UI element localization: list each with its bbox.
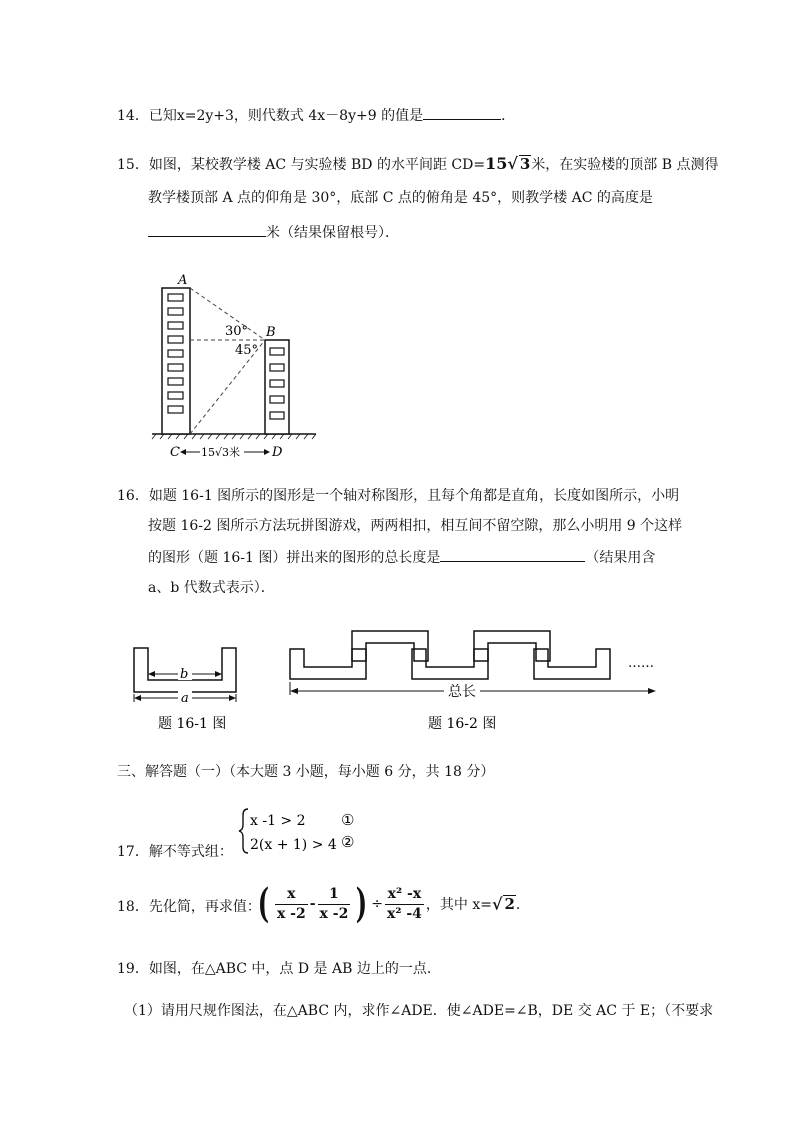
q18-minus: - (309, 896, 316, 912)
label-a: A (178, 273, 188, 288)
q16-line3 (148, 547, 655, 568)
fig2-caption: 题 16-2 图 (428, 716, 497, 732)
q18-end: ． (515, 897, 530, 913)
q18-expression: ( $\frac{x}{x -2}$ - $\frac{1}{x -2}$ ) ÷ $\frac{\text{x² -x}}{\text{x² -4}}$ ，其中 x=√ 2． (257, 880, 530, 927)
q15-building-figure (148, 268, 323, 463)
q18-label (117, 897, 261, 917)
q18-text: 先化简，再求值： (148, 899, 261, 915)
fig2-total-label: 总长 (448, 684, 476, 700)
q15-cd-coef: 15 (485, 154, 508, 173)
q18-f1-den: x -2 (276, 905, 306, 922)
q16-number: 16． (117, 488, 149, 504)
q16-line1-text: 如题 16-1 图所示的图形是一个轴对称图形，且每个角都是直角，长度如图所示，小明 (148, 488, 680, 504)
q19-sub1: （1）请用尺规作图法，在△ABC 内，求作∠ADE．使∠ADE=∠B，DE 交 AC 于 E；（不要求 (124, 1003, 714, 1019)
q16-line3-a: 的图形（题 16-1 图）拼出来的图形的总长度是 (148, 550, 441, 566)
q14-end: ． (501, 108, 516, 124)
q15-line3 (148, 222, 399, 243)
q15-line1-b: 米，在实验楼的顶部 B 点测得 (531, 157, 719, 173)
q18-div: ÷ (371, 896, 383, 912)
q18-f3-num: x² -x (385, 885, 424, 905)
q19 (117, 959, 441, 979)
fig1-label-a: a (181, 691, 189, 706)
q18-f2-num: 1 (318, 885, 351, 905)
q18-tail: ，其中 x= (425, 897, 492, 913)
label-c: C (170, 445, 180, 460)
fig-16-2 (282, 625, 667, 735)
q15-line3-text: 米（结果保留根号）． (266, 225, 399, 241)
q16-line1 (117, 486, 679, 506)
q15-line1-a: 如图，某校教学楼 AC 与实验楼 BD 的水平间距 CD= (148, 157, 486, 173)
q16-line4: a、b 代数式表示）． (148, 580, 275, 596)
q17-mark2: ② (341, 833, 355, 851)
label-distance: 15√3米 (201, 446, 241, 459)
q17-inequality-system (238, 806, 368, 856)
q15-line2: 教学楼顶部 A 点的仰角是 30°，底部 C 点的俯角是 45°，则教学楼 AC 的高度是 (148, 190, 653, 206)
q16-line2: 按题 16-2 图所示方法玩拼图游戏，两两相扣，相互间不留空隙，那么小明用 9 个这样 (148, 518, 683, 534)
label-angle45: 45° (235, 343, 259, 358)
q17 (117, 842, 233, 862)
q15-line1: 15．如图，某校教学楼 AC 与实验楼 BD 的水平间距 CD=15√ 3米，在实验楼的顶部 B 点测得 (117, 154, 719, 173)
label-d: D (272, 445, 283, 460)
q15-cd-radicand: 3 (519, 155, 531, 173)
fig1-caption: 题 16-1 图 (158, 716, 227, 732)
q17-text: 解不等式组： (148, 844, 233, 860)
q16-line3-b: （结果用含 (585, 550, 656, 566)
section3-heading: 三、解答题（一）（本大题 3 小题，每小题 6 分，共 18 分） (117, 764, 495, 780)
q19-number: 19． (117, 961, 149, 977)
q18-value: 2 (504, 895, 515, 913)
fig1-label-b: b (180, 667, 189, 682)
q15-number: 15． (117, 157, 149, 173)
label-b: B (266, 325, 276, 340)
q14 (117, 105, 515, 126)
q18-f3-den: x² -4 (386, 905, 422, 922)
label-angle30: 30° (225, 324, 249, 339)
q14-number: 14． (117, 108, 149, 124)
q14-answer-blank[interactable] (423, 105, 501, 120)
q16-answer-blank[interactable] (440, 547, 585, 562)
q18-f1-num: x (275, 885, 308, 905)
fig2-dots: …… (628, 656, 654, 671)
q14-text: 已知x=2y+3，则代数式 4x－8y+9 的值是 (148, 108, 424, 124)
q15-answer-blank[interactable] (148, 222, 266, 237)
q17-mark1: ① (341, 811, 355, 829)
q18-f2-den: x -2 (319, 905, 349, 922)
q19-text: 如图，在△ABC 中，点 D 是 AB 边上的一点． (148, 961, 441, 977)
q18-number: 18． (117, 899, 149, 915)
fig-16-1 (128, 640, 240, 735)
q17-ineq2: 2(x + 1) > 4 (250, 837, 337, 853)
q17-number: 17． (117, 844, 149, 860)
q17-ineq1: x -1 > 2 (250, 813, 306, 829)
